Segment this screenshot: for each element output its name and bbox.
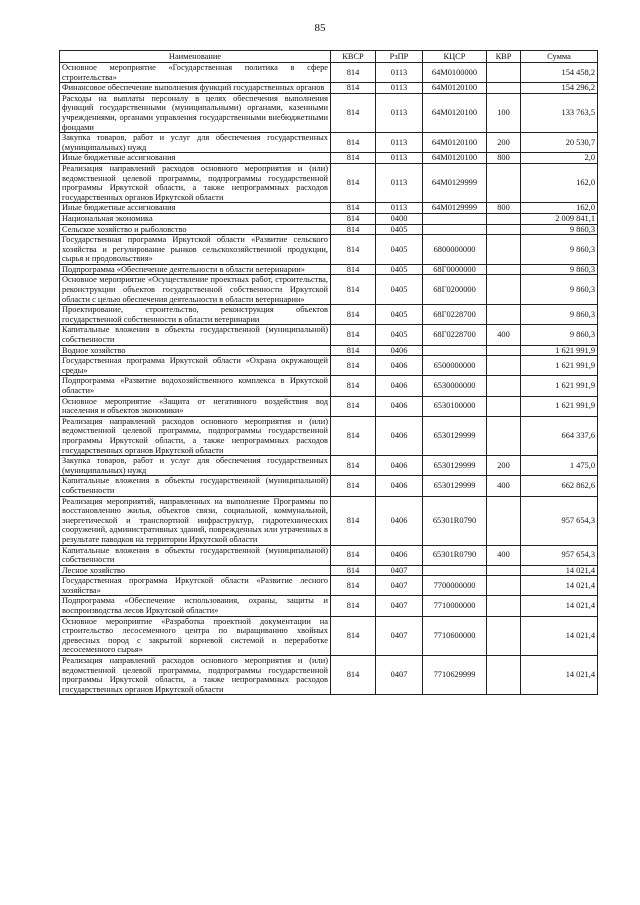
- cell-kvsr: 814: [331, 396, 376, 416]
- table-row: [60, 565, 598, 576]
- cell-rzpr: 0405: [376, 275, 423, 305]
- cell-rzpr: 0113: [376, 63, 423, 83]
- cell-name: Водное хозяйство: [60, 345, 331, 356]
- cell-rzpr: 0407: [376, 596, 423, 616]
- cell-kcsr: 6530129999: [423, 476, 487, 496]
- cell-kvr: [487, 163, 521, 202]
- cell-kvsr: 814: [331, 656, 376, 695]
- cell-kvr: 800: [487, 203, 521, 214]
- cell-rzpr: 0405: [376, 224, 423, 235]
- table-row: [60, 63, 598, 83]
- table-row: [60, 264, 598, 275]
- cell-kcsr: 64М0120100: [423, 83, 487, 94]
- table-row: [60, 376, 598, 396]
- cell-kvsr: 814: [331, 133, 376, 153]
- cell-kvr: [487, 345, 521, 356]
- cell-kvr: 200: [487, 133, 521, 153]
- cell-kvsr: 814: [331, 545, 376, 565]
- cell-kvsr: 814: [331, 213, 376, 224]
- cell-kvsr: 814: [331, 616, 376, 655]
- cell-name: Закупка товаров, работ и услуг для обеспечения государственных (муниципальных) нужд: [60, 133, 331, 153]
- cell-kcsr: [423, 345, 487, 356]
- cell-kcsr: 68Г0000000: [423, 264, 487, 275]
- table-body: [60, 63, 598, 695]
- cell-kcsr: [423, 213, 487, 224]
- cell-name: Основное мероприятие «Разработка проектной документации на строительство лесосеменного центра по выращиванию хвойных древесных пород с закрытой корневой системой и переработке лесосеменного сырья»: [60, 616, 331, 655]
- table-row: [60, 224, 598, 235]
- cell-kvsr: 814: [331, 496, 376, 545]
- cell-name: Капитальные вложения в объекты государственной (муниципальной) собственности: [60, 325, 331, 345]
- cell-name: Подпрограмма «Обеспечение использования, охраны, защиты и воспроизводства лесов Иркутской области»: [60, 596, 331, 616]
- cell-kvr: [487, 83, 521, 94]
- cell-kcsr: [423, 224, 487, 235]
- cell-kvr: [487, 275, 521, 305]
- cell-kvsr: 814: [331, 163, 376, 202]
- cell-sum: 9 860,3: [521, 264, 598, 275]
- cell-sum: 154 296,2: [521, 83, 598, 94]
- cell-kcsr: 64М0120100: [423, 133, 487, 153]
- cell-rzpr: 0407: [376, 656, 423, 695]
- cell-name: Реализация направлений расходов основного мероприятия и (или) ведомственной целевой программы, подпрограммы государственной программы Иркутской области, а также непрограммных расходов государственных органов Иркутской области: [60, 163, 331, 202]
- cell-rzpr: 0113: [376, 93, 423, 132]
- cell-kvr: [487, 656, 521, 695]
- table-row: [60, 616, 598, 655]
- cell-kcsr: 6530100000: [423, 396, 487, 416]
- cell-kvsr: 814: [331, 345, 376, 356]
- cell-sum: 9 860,3: [521, 224, 598, 235]
- table-row: [60, 93, 598, 132]
- cell-sum: 2,0: [521, 153, 598, 164]
- table-row: [60, 576, 598, 596]
- table-header-row: [60, 51, 598, 63]
- cell-kcsr: 64М0129999: [423, 163, 487, 202]
- cell-sum: 1 621 991,9: [521, 356, 598, 376]
- cell-kcsr: 64М0129999: [423, 203, 487, 214]
- cell-kvr: 400: [487, 545, 521, 565]
- table-row: [60, 133, 598, 153]
- table-row: [60, 476, 598, 496]
- cell-kcsr: 6530129999: [423, 456, 487, 476]
- cell-name: Национальная экономика: [60, 213, 331, 224]
- cell-kvsr: 814: [331, 305, 376, 325]
- cell-kcsr: 64М0120100: [423, 93, 487, 132]
- cell-kcsr: 64М0120100: [423, 153, 487, 164]
- cell-sum: 14 021,4: [521, 576, 598, 596]
- cell-name: Реализация направлений расходов основного мероприятия и (или) ведомственной целевой программы, подпрограммы государственной программы Иркутской области, а также непрограммных расходов государственных органов Иркутской области: [60, 416, 331, 455]
- cell-sum: 14 021,4: [521, 596, 598, 616]
- cell-kvsr: 814: [331, 325, 376, 345]
- cell-kvr: 200: [487, 456, 521, 476]
- cell-sum: 14 021,4: [521, 656, 598, 695]
- cell-kvsr: 814: [331, 203, 376, 214]
- cell-rzpr: 0113: [376, 133, 423, 153]
- cell-rzpr: 0406: [376, 376, 423, 396]
- cell-kcsr: 68Г0228700: [423, 305, 487, 325]
- cell-name: Расходы на выплаты персоналу в целях обеспечения выполнения функций государственными (муниципальными) органами, казенными учреждениями, органами управления государственными внебюджетными фондами: [60, 93, 331, 132]
- cell-sum: 154 458,2: [521, 63, 598, 83]
- cell-kvsr: 814: [331, 83, 376, 94]
- cell-sum: 957 654,3: [521, 496, 598, 545]
- cell-kcsr: 65301R0790: [423, 545, 487, 565]
- cell-kvsr: 814: [331, 93, 376, 132]
- table-row: [60, 305, 598, 325]
- header-kvr: КВР: [487, 51, 521, 63]
- cell-name: Иные бюджетные ассигнования: [60, 203, 331, 214]
- cell-rzpr: 0406: [376, 456, 423, 476]
- cell-sum: 14 021,4: [521, 565, 598, 576]
- cell-kvsr: 814: [331, 596, 376, 616]
- cell-kcsr: 6530000000: [423, 376, 487, 396]
- cell-name: Государственная программа Иркутской области «Охрана окружающей среды»: [60, 356, 331, 376]
- cell-sum: 1 475,0: [521, 456, 598, 476]
- cell-kvr: [487, 396, 521, 416]
- cell-kvr: [487, 305, 521, 325]
- cell-name: Проектирование, строительство, реконструкция объектов государственной собственности в области ветеринарии: [60, 305, 331, 325]
- cell-sum: 9 860,3: [521, 325, 598, 345]
- table-row: [60, 416, 598, 455]
- table-row: [60, 656, 598, 695]
- cell-name: Государственная программа Иркутской области «Развитие лесного хозяйства»: [60, 576, 331, 596]
- header-sum: Сумма: [521, 51, 598, 63]
- header-kcsr: КЦСР: [423, 51, 487, 63]
- cell-kvsr: 814: [331, 416, 376, 455]
- cell-kvr: [487, 213, 521, 224]
- cell-kvr: [487, 416, 521, 455]
- cell-rzpr: 0113: [376, 163, 423, 202]
- cell-kcsr: 7710629999: [423, 656, 487, 695]
- cell-kvr: 800: [487, 153, 521, 164]
- cell-kvsr: 814: [331, 264, 376, 275]
- cell-rzpr: 0407: [376, 565, 423, 576]
- table-row: [60, 235, 598, 265]
- cell-sum: 9 860,3: [521, 275, 598, 305]
- cell-rzpr: 0406: [376, 396, 423, 416]
- cell-kcsr: 7710000000: [423, 596, 487, 616]
- cell-kvr: [487, 565, 521, 576]
- cell-kcsr: 6500000000: [423, 356, 487, 376]
- cell-kvr: [487, 63, 521, 83]
- cell-rzpr: 0406: [376, 345, 423, 356]
- cell-kvsr: 814: [331, 576, 376, 596]
- table-row: [60, 275, 598, 305]
- cell-kcsr: 6800000000: [423, 235, 487, 265]
- cell-kvr: [487, 376, 521, 396]
- table-row: [60, 163, 598, 202]
- cell-rzpr: 0405: [376, 325, 423, 345]
- cell-kvsr: 814: [331, 565, 376, 576]
- cell-name: Основное мероприятие «Осуществление проектных работ, строительства, реконструкции объектов государственной собственности Иркутской области с целью обеспечения деятельности в области ветеринарии»: [60, 275, 331, 305]
- cell-kvr: 100: [487, 93, 521, 132]
- cell-sum: 14 021,4: [521, 616, 598, 655]
- cell-kvsr: 814: [331, 376, 376, 396]
- table-row: [60, 83, 598, 94]
- cell-kcsr: 7710600000: [423, 616, 487, 655]
- cell-kcsr: 64М0100000: [423, 63, 487, 83]
- header-kvsr: КВСР: [331, 51, 376, 63]
- cell-name: Основное мероприятие «Государственная политика в сфере строительства»: [60, 63, 331, 83]
- cell-kcsr: [423, 565, 487, 576]
- cell-rzpr: 0407: [376, 616, 423, 655]
- cell-kvr: [487, 235, 521, 265]
- cell-sum: 1 621 991,9: [521, 376, 598, 396]
- cell-rzpr: 0113: [376, 83, 423, 94]
- cell-kvr: [487, 224, 521, 235]
- cell-name: Подпрограмма «Обеспечение деятельности в области ветеринарии»: [60, 264, 331, 275]
- cell-kvsr: 814: [331, 224, 376, 235]
- cell-rzpr: 0406: [376, 416, 423, 455]
- cell-kvr: 400: [487, 325, 521, 345]
- cell-kvsr: 814: [331, 476, 376, 496]
- table-row: [60, 345, 598, 356]
- cell-name: Лесное хозяйство: [60, 565, 331, 576]
- cell-kvr: [487, 496, 521, 545]
- table-row: [60, 396, 598, 416]
- table-row: [60, 203, 598, 214]
- cell-rzpr: 0407: [376, 576, 423, 596]
- cell-sum: 1 621 991,9: [521, 396, 598, 416]
- cell-kvr: [487, 596, 521, 616]
- cell-name: Государственная программа Иркутской области «Развитие сельского хозяйства и регулирование рынков сельскохозяйственной продукции, сырья и продовольствия»: [60, 235, 331, 265]
- cell-name: Закупка товаров, работ и услуг для обеспечения государственных (муниципальных) нужд: [60, 456, 331, 476]
- cell-kvsr: 814: [331, 275, 376, 305]
- cell-rzpr: 0400: [376, 213, 423, 224]
- cell-kcsr: 65301R0790: [423, 496, 487, 545]
- budget-table: [59, 50, 598, 695]
- cell-kcsr: 6530129999: [423, 416, 487, 455]
- cell-rzpr: 0405: [376, 264, 423, 275]
- cell-name: Сельское хозяйство и рыболовство: [60, 224, 331, 235]
- cell-sum: 2 009 841,1: [521, 213, 598, 224]
- cell-rzpr: 0406: [376, 496, 423, 545]
- cell-sum: 162,0: [521, 163, 598, 202]
- cell-kvsr: 814: [331, 153, 376, 164]
- cell-rzpr: 0113: [376, 203, 423, 214]
- cell-sum: 162,0: [521, 203, 598, 214]
- cell-name: Финансовое обеспечение выполнения функций государственных органов: [60, 83, 331, 94]
- cell-kvsr: 814: [331, 63, 376, 83]
- header-rzpr: РзПР: [376, 51, 423, 63]
- cell-rzpr: 0405: [376, 235, 423, 265]
- cell-kcsr: 7700000000: [423, 576, 487, 596]
- cell-kcsr: 68Г0200000: [423, 275, 487, 305]
- page-number: 85: [314, 22, 326, 34]
- cell-kvr: [487, 616, 521, 655]
- cell-sum: 1 621 991,9: [521, 345, 598, 356]
- cell-rzpr: 0406: [376, 545, 423, 565]
- cell-kvr: [487, 576, 521, 596]
- cell-rzpr: 0406: [376, 476, 423, 496]
- cell-name: Основное мероприятие «Защита от негативного воздействия вод населения и объектов экономики»: [60, 396, 331, 416]
- cell-name: Реализация мероприятий, направленных на выполнение Программы по восстановлению жилья, объектов связи, социальной, коммунальной, энергетической и транспортной инфраструктур, гидротехнических сооружений, административных зданий, поврежденных или утраченных в результате паводков на территории Иркутской области: [60, 496, 331, 545]
- cell-rzpr: 0113: [376, 153, 423, 164]
- cell-name: Подпрограмма «Развитие водохозяйственного комплекса в Иркутской области»: [60, 376, 331, 396]
- cell-kvsr: 814: [331, 456, 376, 476]
- cell-sum: 20 530,7: [521, 133, 598, 153]
- cell-sum: 662 862,6: [521, 476, 598, 496]
- cell-sum: 9 860,3: [521, 235, 598, 265]
- cell-sum: 133 763,5: [521, 93, 598, 132]
- table-row: [60, 596, 598, 616]
- header-name: Наименование: [60, 51, 331, 63]
- cell-sum: 957 654,3: [521, 545, 598, 565]
- cell-rzpr: 0405: [376, 305, 423, 325]
- cell-kvsr: 814: [331, 235, 376, 265]
- cell-kcsr: 68Г0228700: [423, 325, 487, 345]
- table-row: [60, 356, 598, 376]
- cell-sum: 9 860,3: [521, 305, 598, 325]
- table-row: [60, 213, 598, 224]
- table-row: [60, 456, 598, 476]
- table-row: [60, 496, 598, 545]
- cell-name: Иные бюджетные ассигнования: [60, 153, 331, 164]
- cell-kvr: 400: [487, 476, 521, 496]
- cell-name: Капитальные вложения в объекты государственной (муниципальной) собственности: [60, 476, 331, 496]
- cell-kvr: [487, 264, 521, 275]
- table-row: [60, 545, 598, 565]
- cell-rzpr: 0406: [376, 356, 423, 376]
- table-row: [60, 325, 598, 345]
- cell-kvsr: 814: [331, 356, 376, 376]
- cell-kvr: [487, 356, 521, 376]
- cell-sum: 664 337,6: [521, 416, 598, 455]
- cell-name: Капитальные вложения в объекты государственной (муниципальной) собственности: [60, 545, 331, 565]
- table-row: [60, 153, 598, 164]
- cell-name: Реализация направлений расходов основного мероприятия и (или) ведомственной целевой программы, подпрограммы государственной программы Иркутской области, а также непрограммных расходов государственных органов Иркутской области: [60, 656, 331, 695]
